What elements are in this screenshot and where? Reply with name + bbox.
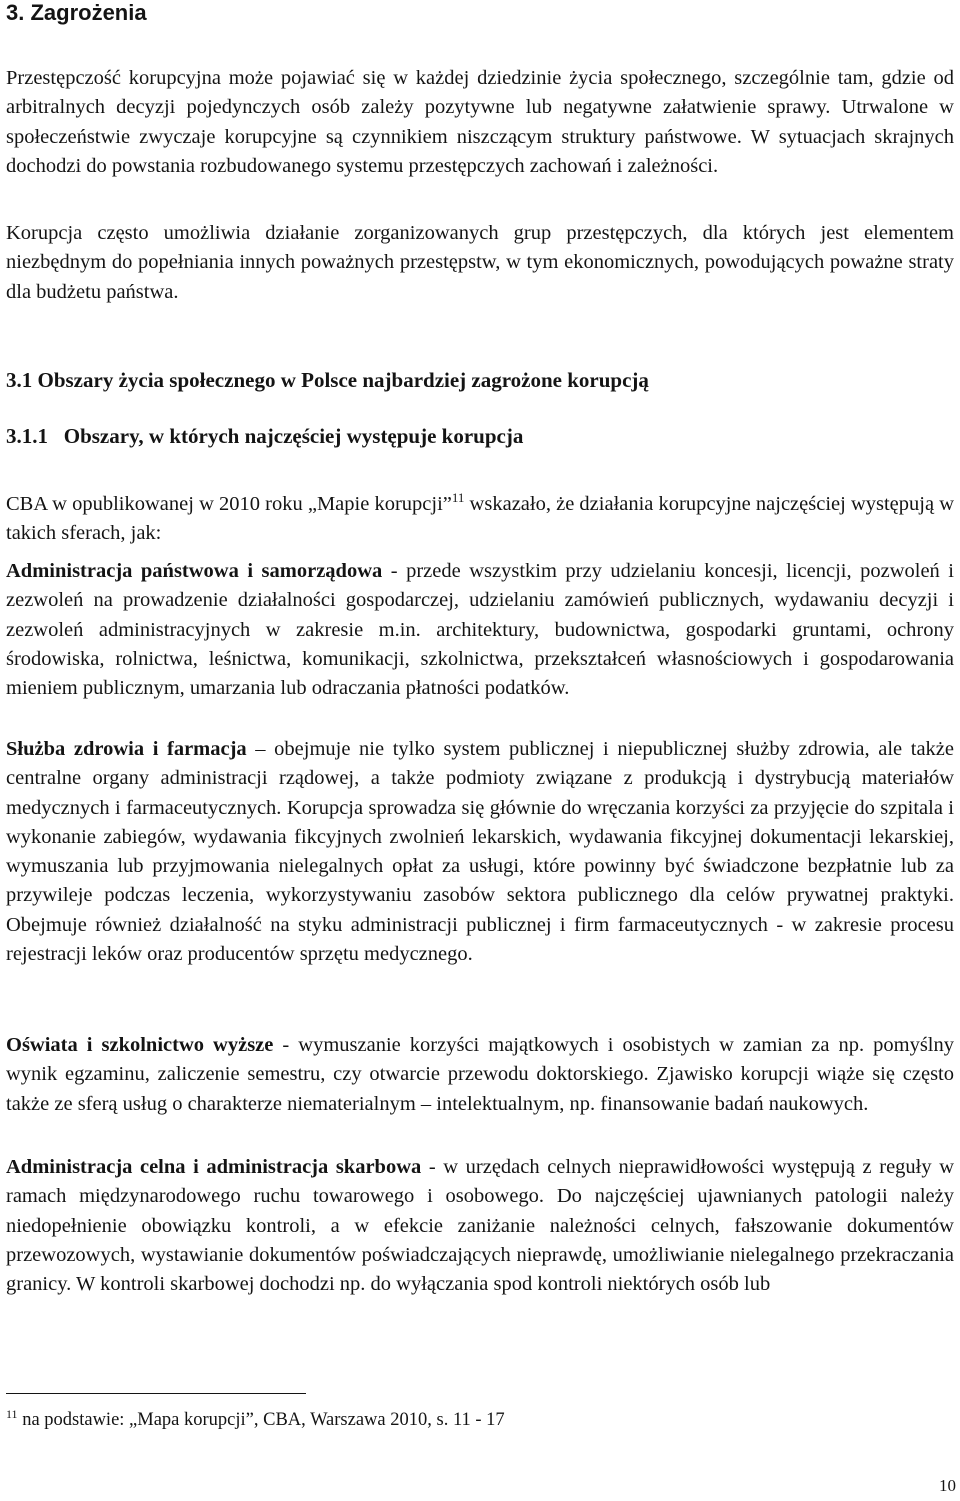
area-description: – obejmuje nie tylko system publicznej i niepublicznej służby zdrowia, ale także centralne organy administracji rządowej, a także podmioty związane z produkcją i dystrybucją materiałów medycznych i farmaceutycznych. Korupcja sprowadza się głównie do wręczania korzyści za przyjęcie do szpitala i wykonanie zabiegów, wydawania fikcyjnych zwolnień lekarskich, wydawania fikcyjnej dokumentacji lekarskiej, wymuszania lub przyjmowania nielegalnych opłat za usługi, które powinny być świadczone bezpłatnie lub za przywileje podczas leczenia, wykorzystywaniu zasobów sektora publicznego dla celów prywatnej praktyki. Obejmuje również działalność na styku administracji publicznej i firm farmaceutycznych - w zakresie procesu rejestracji leków oraz producentów sprzętu medycznego.	[6, 738, 954, 966]
section-title: 3. Zagrożenia	[6, 0, 147, 25]
subsubsection-number: 3.1.1	[6, 424, 48, 448]
area-paragraph-customs	[6, 1153, 954, 1299]
page-number: 10	[939, 1476, 956, 1495]
intro-text: CBA w opublikowanej w 2010 roku „Mapie korupcji”	[6, 493, 452, 515]
footnote-reference: 11	[451, 490, 465, 506]
area-paragraph-health	[6, 735, 954, 969]
paragraph-organized-crime: Korupcja często umożliwia działanie zorganizowanych grup przestępczych, dla których jest elementem niezbędnym do popełniania innych poważnych przestępstw, w tym ekonomicznych, powodujących poważne straty dla budżetu państwa.	[6, 222, 954, 303]
subsection-title: 3.1 Obszary życia społecznego w Polsce najbardziej zagrożone korupcją	[6, 368, 649, 392]
paragraph-cba-intro	[6, 490, 954, 549]
footnote-text: na podstawie: „Mapa korupcji”, CBA, Warszawa 2010, s. 11 - 17	[17, 1410, 505, 1430]
footnote-number: 11	[6, 1406, 18, 1421]
area-description: - wymuszanie korzyści majątkowych i osobistych w zamian za np. pomyślny wynik egzaminu, zaliczenie semestru, czy otwarcie przewodu doktorskiego. Zjawisko korupcji wiąże się często także ze sferą usług o charakterze niematerialnym – intelektualnym, np. finansowanie badań naukowych.	[6, 1034, 954, 1115]
area-term: Administracja państwowa i samorządowa	[6, 560, 383, 582]
area-description: - w urzędach celnych nieprawidłowości występują z reguły w ramach międzynarodowego ruchu towarowego i osobowego. Do najczęściej ujawnianych patologii należy niedopełnienie obowiązku kontroli, a w efekcie zaniżanie należności celnych, fałszowanie dokumentów przewozowych, wystawianie dokumentów poświadczających nieprawdę, umożliwianie nielegalnego przekraczania granicy. W kontroli skarbowej dochodzi np. do wyłączania spod kontroli niektórych osób lub	[6, 1156, 954, 1296]
paragraph-threats-intro: Przestępczość korupcyjna może pojawiać się w każdej dziedzinie życia społecznego, szczególnie tam, gdzie od arbitralnych decyzji pojedynczych osób zależy pozytywne lub negatywne załatwienie sprawy. Utrwalone w społeczeństwie zwyczaje korupcyjne są czynnikiem niszczącym struktury państwowe. W sytuacjach skrajnych dochodzi do powstania rozbudowanego systemu przestępczych zachowań i zależności.	[6, 67, 954, 177]
area-paragraph-education	[6, 1031, 954, 1119]
footnote-separator	[6, 1393, 306, 1394]
area-term: Oświata i szkolnictwo wyższe	[6, 1034, 274, 1056]
intro-text-continued: wskazało, że działania korupcyjne najczęściej występują w takich sferach, jak:	[6, 493, 954, 545]
footnote	[6, 1408, 505, 1432]
area-description: - przede wszystkim przy udzielaniu koncesji, licencji, pozwoleń i zezwoleń na prowadzenie działalności gospodarczej, udzielaniu zamówień publicznych, wydawaniu decyzji i zezwoleń administracyjnych w zakresie m.in. architektury, budownictwa, gospodarki gruntami, ochrony środowiska, rolnictwa, leśnictwa, komunikacji, szkolnictwa, przekształceń własnościowych i gospodarowania mieniem publicznym, umarzania lub odraczania płatności podatków.	[6, 560, 954, 700]
area-term: Służba zdrowia i farmacja	[6, 738, 247, 760]
area-term: Administracja celna i administracja skarbowa	[6, 1156, 422, 1178]
area-paragraph-administration	[6, 557, 954, 703]
subsubsection-title	[6, 422, 523, 450]
subsubsection-text: Obszary, w których najczęściej występuje korupcja	[63, 424, 524, 448]
